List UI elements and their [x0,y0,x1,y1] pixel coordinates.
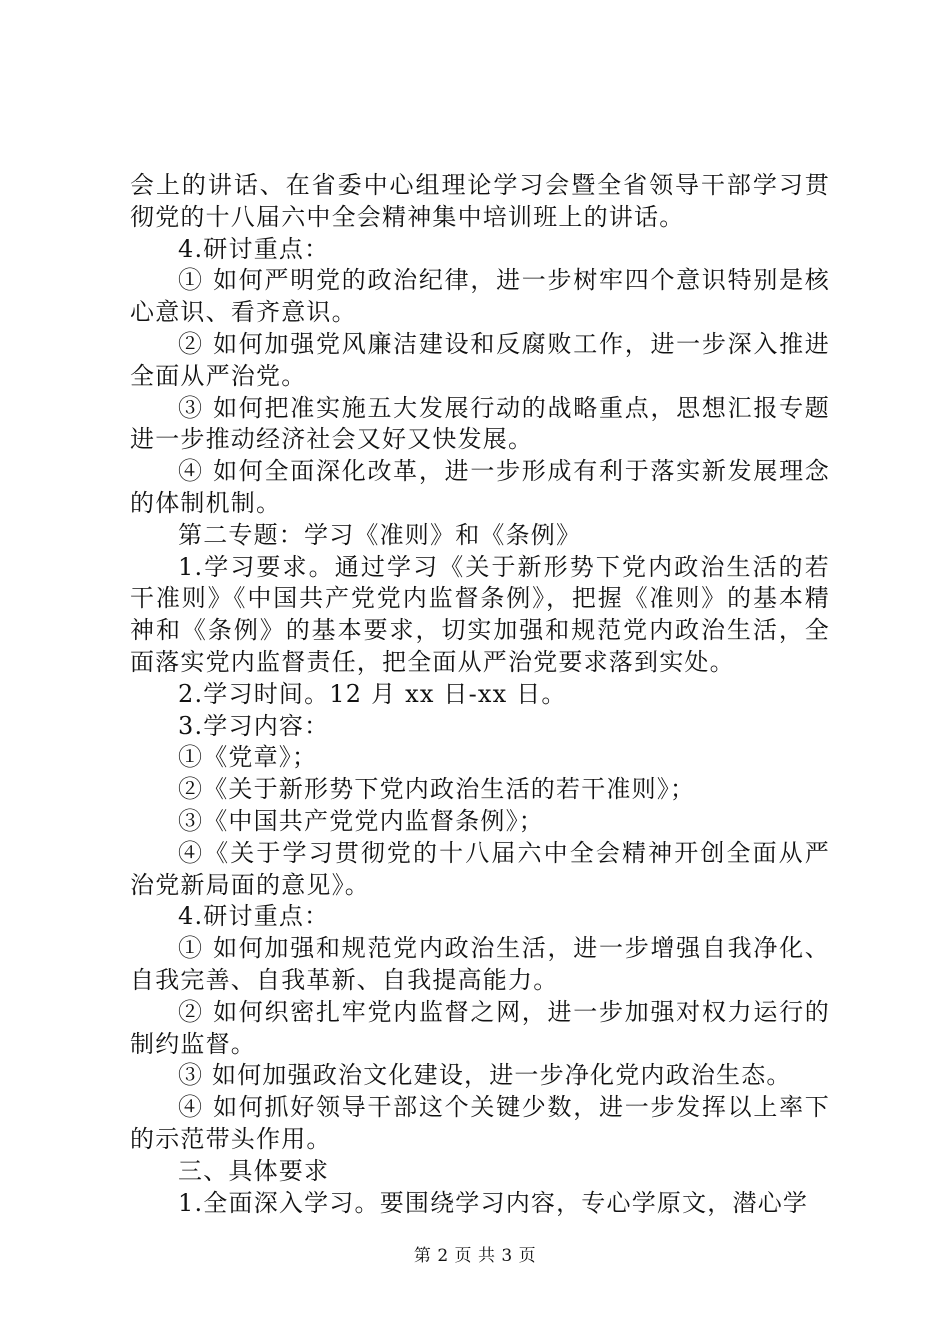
paragraph-point-4: ④ 如何全面深化改革，进一步形成有利于落实新发展理念的体制机制。 [130,457,830,517]
paragraph-content-item-1: ①《党章》； [178,743,318,772]
section-heading-specific-requirements: 三、具体要求 [178,1156,330,1185]
paragraph-discussion-heading-2: 4.研讨重点： [178,902,330,931]
paragraph-discussion-heading-1: 4.研讨重点： [178,234,330,263]
paragraph-continuation: 会上的讲话、在省委中心组理论学习会暨全省领导干部学习贯彻党的十八届六中全会精神集中培训班上的讲话。 [130,171,830,231]
paragraph-content-item-2: ②《关于新形势下党内政治生活的若干准则》； [178,775,696,804]
paragraph-content-item-3: ③《中国共产党党内监督条例》； [178,806,544,835]
paragraph-discussion-point-1: ① 如何加强和规范党内政治生活，进一步增强自我净化、自我完善、自我革新、自我提高能力。 [130,934,830,994]
paragraph-point-3: ③ 如何把准实施五大发展行动的战略重点，思想汇报专题进一步推动经济社会又好又快发展。 [130,393,830,454]
section-heading-topic-2: 第二专题：学习《准则》和《条例》 [178,520,582,549]
paragraph-point-1: ① 如何严明党的政治纪律，进一步树牢四个意识特别是核心意识、看齐意识。 [130,266,830,327]
paragraph-discussion-point-2: ② 如何织密扎牢党内监督之网，进一步加强对权力运行的制约监督。 [130,997,830,1058]
document-body [130,170,830,1219]
paragraph-point-2: ② 如何加强党风廉洁建设和反腐败工作，进一步深入推进全面从严治党。 [130,329,830,390]
page-number-footer: 第 2 页 共 3 页 [413,1246,537,1266]
paragraph-requirement-1: 1.全面深入学习。要围绕学习内容，专心学原文，潜心学 [178,1188,809,1217]
paragraph-discussion-point-3: ③ 如何加强政治文化建设，进一步净化党内政治生态。 [178,1061,792,1090]
paragraph-discussion-point-4: ④ 如何抓好领导干部这个关键少数，进一步发挥以上率下的示范带头作用。 [130,1093,830,1153]
paragraph-content-item-4: ④《关于学习贯彻党的十八届六中全会精神开创全面从严治党新局面的意见》。 [130,838,830,899]
paragraph-study-content-heading: 3.学习内容： [178,711,330,740]
paragraph-study-requirements: 1.学习要求。通过学习《关于新形势下党内政治生活的若干准则》《中国共产党党内监督条例》，把握《准则》的基本精神和《条例》的基本要求，切实加强和规范党内政治生活，全面落实党内监督责任，把全面从严治党要求落到实处。 [130,552,830,676]
paragraph-study-time: 2.学习时间。12 月 xx 日-xx 日。 [178,679,567,708]
